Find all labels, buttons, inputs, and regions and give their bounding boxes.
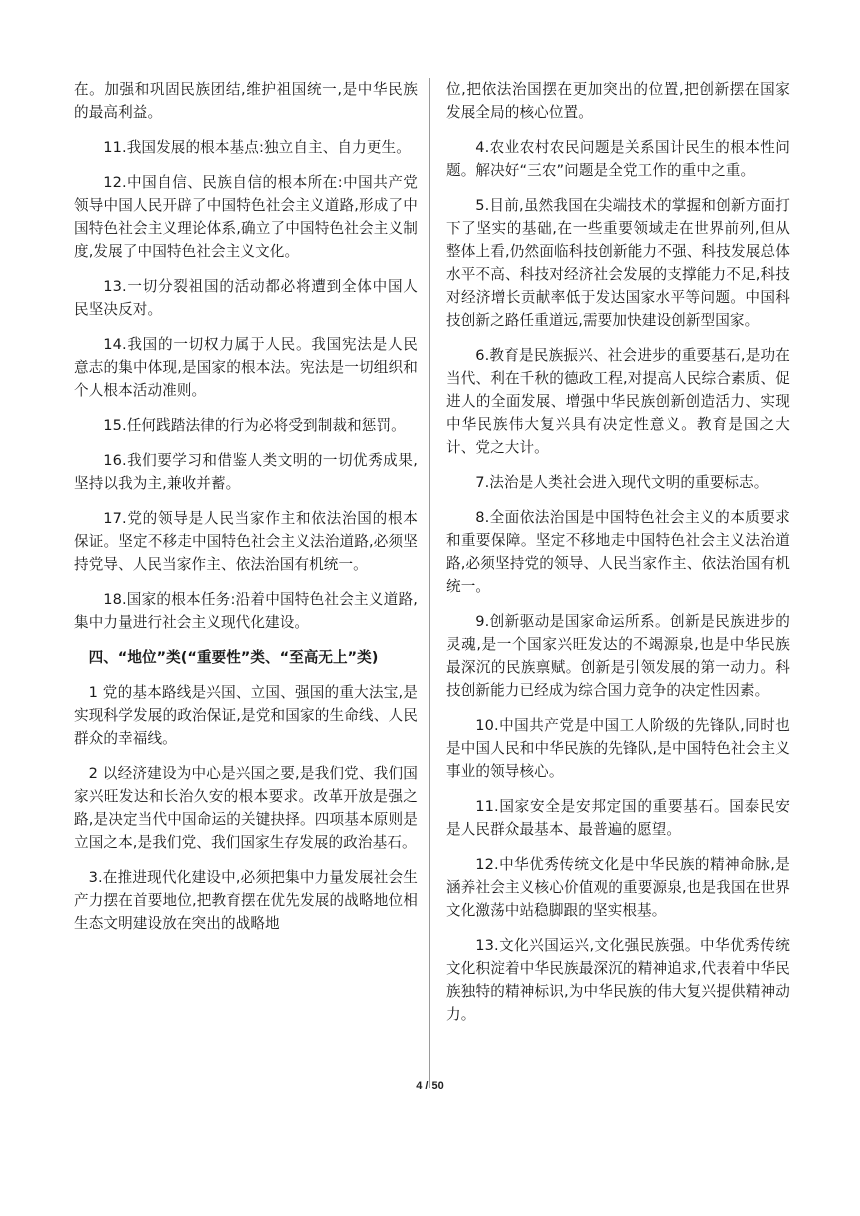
paragraph-item-11: 11.我国发展的根本基点:独立自主、自力更生。 <box>103 139 411 156</box>
paragraph-item-18: 18.国家的根本任务:沿着中国特色社会主义道路,集中力量进行社会主义现代化建设。 <box>74 591 418 631</box>
left-column <box>74 78 418 947</box>
section-item-9: 9.创新驱动是国家命运所系。创新是民族进步的灵魂,是一个国家兴旺发达的不竭源泉,也是中华民族最深沉的民族禀赋。创新是引领发展的第一动力。科技创新能力已经成为综合国力竞争的决定性因素。 <box>446 613 790 699</box>
section-item-3-continued: 位,把依法治国摆在更加突出的位置,把创新摆在国家发展全局的核心位置。 <box>446 81 790 121</box>
section-item-7: 7.法治是人类社会进入现代文明的重要标志。 <box>475 474 769 491</box>
section-item-3: 3.在推进现代化建设中,必须把集中力量发展社会生产力摆在首要地位,把教育摆在优先发展的战略地位相生态文明建设放在突出的战略地 <box>74 869 418 932</box>
section-item-10: 10.中国共产党是中国工人阶级的先锋队,同时也是中国人民和中华民族的先锋队,是中国特色社会主义事业的领导核心。 <box>446 717 790 780</box>
paragraph-item-14: 14.我国的一切权力属于人民。我国宪法是人民意志的集中体现,是国家的根本法。宪法是一切组织和个人根本活动准则。 <box>74 336 418 399</box>
section-item-6: 6.教育是民族振兴、社会进步的重要基石,是功在当代、利在千秋的德政工程,对提高人民综合素质、促进人的全面发展、增强中华民族创新创造活力、实现中华民族伟大复兴具有决定性意义。教育是国之大计、党之大计。 <box>446 347 790 456</box>
section-item-8: 8.全面依法治国是中国特色社会主义的本质要求和重要保障。坚定不移地走中国特色社会主义法治道路,必须坚持党的领导、人民当家作主、依法治国有机统一。 <box>446 509 790 595</box>
paragraph-item-13: 13.一切分裂祖国的活动都必将遭到全体中国人民坚决反对。 <box>74 278 418 318</box>
right-column <box>446 78 790 1038</box>
column-divider <box>429 78 430 1088</box>
section-item-4: 4.农业农村农民问题是关系国计民生的根本性问题。解决好“三农”问题是全党工作的重中之重。 <box>446 139 790 179</box>
section-item-13: 13.文化兴国运兴,文化强民族强。中华优秀传统文化积淀着中华民族最深沉的精神追求,代表着中华民族独特的精神标识,为中华民族的伟大复兴提供精神动力。 <box>446 937 790 1023</box>
paragraph-continued: 在。加强和巩固民族团结,维护祖国统一,是中华民族的最高利益。 <box>74 81 418 121</box>
section-item-2: 2 以经济建设为中心是兴国之要,是我们党、我们国家兴旺发达和长治久安的根本要求。改革开放是强之路,是决定当代中国命运的关键抉择。四项基本原则是立国之本,是我们党、我们国家生存发展的政治基石。 <box>74 765 418 851</box>
paragraph-item-12: 12.中国自信、民族自信的根本所在:中国共产党领导中国人民开辟了中国特色社会主义道路,形成了中国特色社会主义理论体系,确立了中国特色社会主义制度,发展了中国特色社会主义文化。 <box>74 174 418 260</box>
paragraph-item-16: 16.我们要学习和借鉴人类文明的一切优秀成果,坚持以我为主,兼收并蓄。 <box>74 452 418 492</box>
paragraph-item-15: 15.任何践踏法律的行为必将受到制裁和惩罚。 <box>103 417 406 434</box>
section-item-12: 12.中华优秀传统文化是中华民族的精神命脉,是涵养社会主义核心价值观的重要源泉,也是我国在世界文化激荡中站稳脚跟的坚实根基。 <box>446 856 790 919</box>
paragraph-item-17: 17.党的领导是人民当家作主和依法治国的根本保证。坚定不移走中国特色社会主义法治道路,必须坚持党导、人民当家作主、依法治国有机统一。 <box>74 510 418 573</box>
section-heading-4: 四、“地位”类(“重要性”类、“至高无上”类) <box>88 649 379 666</box>
section-item-1: 1 党的基本路线是兴国、立国、强国的重大法宝,是实现科学发展的政治保证,是党和国家的生命线、人民群众的幸福线。 <box>74 684 418 747</box>
section-item-11: 11.国家安全是安邦定国的重要基石。国泰民安是人民群众最基本、最普遍的愿望。 <box>446 798 790 838</box>
page-number: 4 / 50 <box>416 1080 444 1092</box>
section-item-5: 5.目前,虽然我国在尖端技术的掌握和创新方面打下了坚实的基础,在一些重要领域走在世界前列,但从整体上看,仍然面临科技创新能力不强、科技发展总体水平不高、科技对经济社会发展的支撑能力不足,科技对经济增长贡献率低于发达国家水平等问题。中国科技创新之路任重道远,需要加快建设创新型国家。 <box>446 197 790 329</box>
